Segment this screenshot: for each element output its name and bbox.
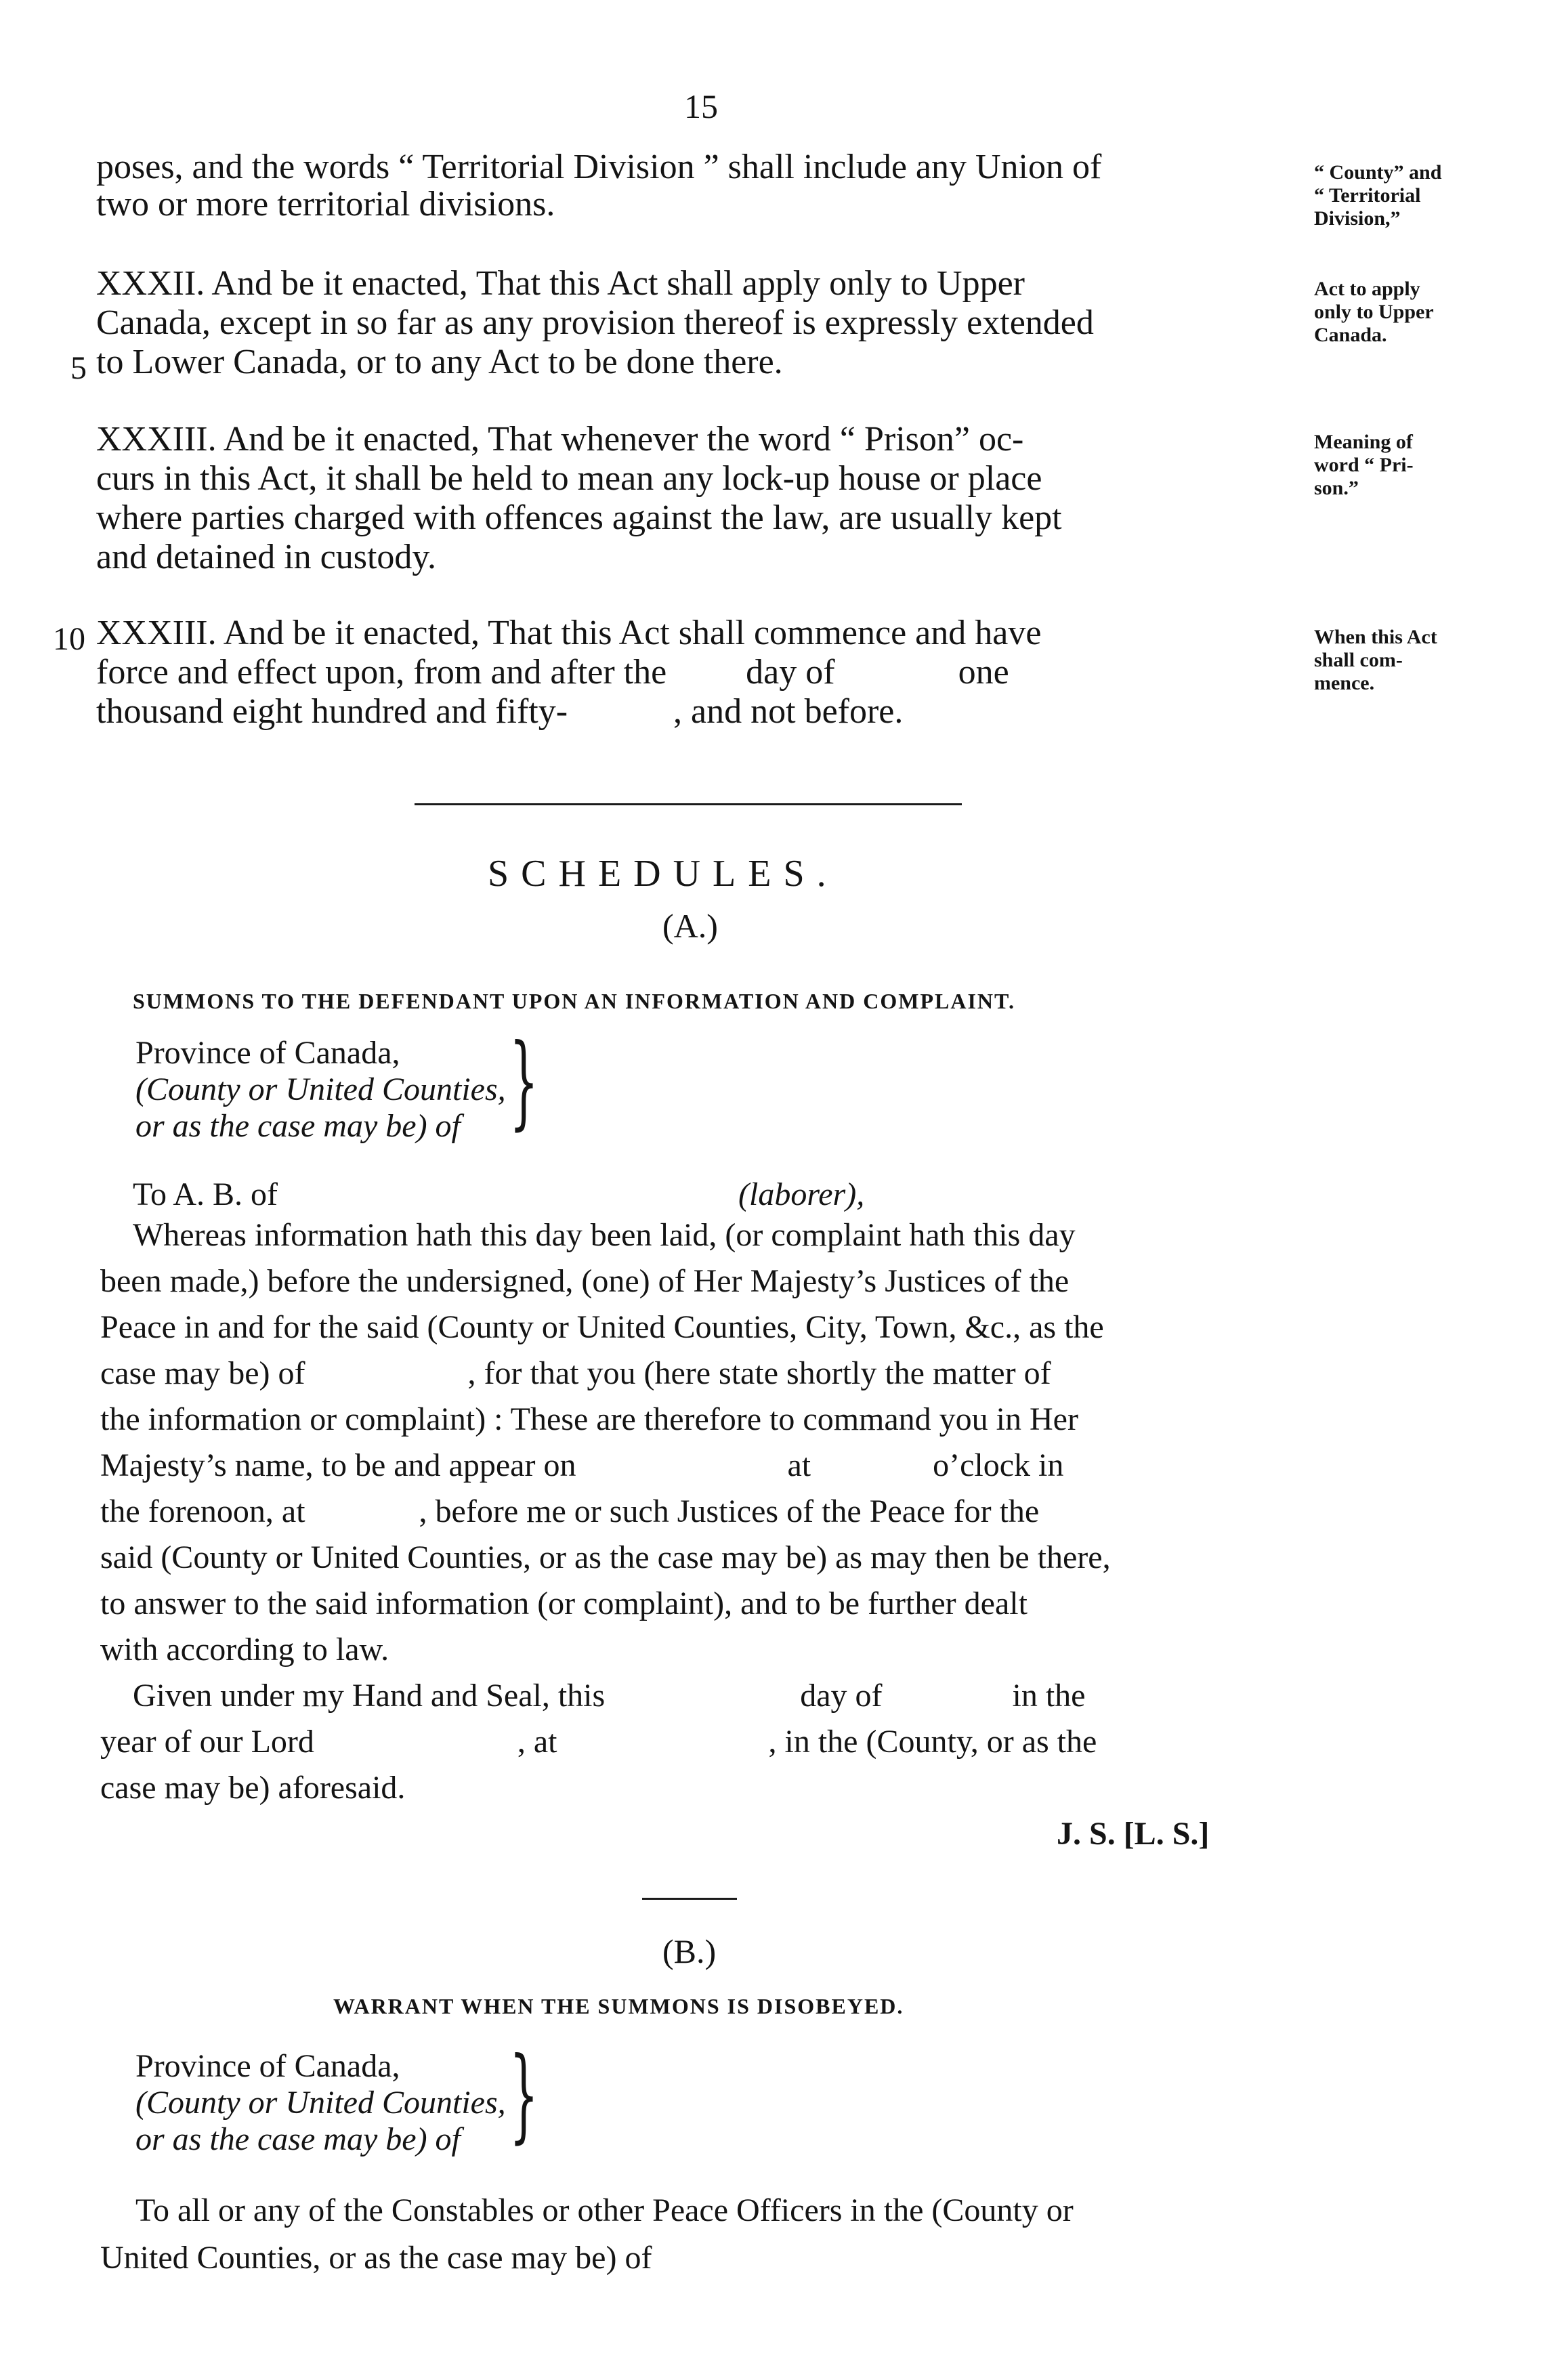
section-line: poses, and the words “ Territorial Division ” shall include any Union of [96,148,1102,186]
form-line: Given under my Hand and Seal, this day of in the [133,1678,1086,1714]
section-line: two or more territorial divisions. [96,185,555,224]
brace-icon: } [509,1023,538,1141]
margin-note-line: Meaning of [1314,431,1413,453]
schedule-a-signature: J. S. [L. S.] [1057,1816,1210,1852]
page-number: 15 [684,87,718,125]
form-line: United Counties, or as the case may be) of [100,2240,652,2276]
province-line: Province of Canada, [135,1035,400,1071]
margin-note [1314,161,1441,230]
margin-note-line: mence. [1314,672,1375,694]
schedule-b-letter: (B.) [662,1932,717,1970]
section-line: XXXIII. And be it enacted, That whenever the word “ Prison” oc- [96,420,1024,459]
form-line: said (County or United Counties, or as the case may be) as may then be there, [100,1539,1111,1575]
section-line: curs in this Act, it shall be held to mean any lock-up house or place [96,459,1042,498]
form-line: year of our Lord , at , in the (County, or as the [100,1724,1097,1760]
form-line: case may be) of , for that you (here state shortly the matter of [100,1355,1051,1391]
margin-note-line: word “ Pri- [1314,454,1414,476]
margin-note-line: “ County” and [1314,161,1442,184]
schedule-b-heading: WARRANT WHEN THE SUMMONS IS DISOBEYED. [333,1994,904,2018]
form-line: To all or any of the Constables or other Peace Officers in the (County or [135,2192,1074,2228]
form-line: Peace in and for the said (County or United Counties, City, Town, &c., as the [100,1309,1104,1345]
margin-note [1314,626,1437,695]
form-line: the forenoon, at , before me or such Justices of the Peace for the [100,1493,1040,1529]
margin-note-line: Canada. [1314,324,1387,346]
margin-note-line: Act to apply [1314,278,1420,300]
schedule-a-occupation: (laborer), [738,1176,865,1212]
section-line: XXXII. And be it enacted, That this Act shall apply only to Upper [96,264,1025,303]
form-line: case may be) aforesaid. [100,1770,406,1806]
section-line: and detained in custody. [96,538,437,576]
section-line: XXXIII. And be it enacted, That this Act shall commence and have [96,614,1042,652]
form-line: Majesty’s name, to be and appear on at o’clock in [100,1447,1064,1483]
margin-note-line: shall com- [1314,649,1403,671]
margin-note-line: only to Upper [1314,301,1434,323]
margin-note-line: son.” [1314,477,1359,499]
schedule-a-letter: (A.) [662,907,718,945]
county-line: (County or United Counties, [135,1071,506,1107]
margin-note-line: “ Territorial [1314,184,1421,207]
schedule-b-province [135,2048,506,2158]
form-line: with according to law. [100,1632,389,1667]
form-line: been made,) before the undersigned, (one) of Her Majesty’s Justices of the [100,1263,1070,1299]
margin-note [1314,431,1414,500]
section-line: thousand eight hundred and fifty- , and not before. [96,692,904,731]
schedule-a-to-line: To A. B. of [133,1176,278,1212]
form-line: Whereas information hath this day been laid, (or complaint hath this day [133,1217,1076,1253]
section-line: force and effect upon, from and after the day of one [96,653,1009,692]
schedules-title: SCHEDULES. [488,853,839,895]
section-divider [415,803,962,805]
margin-note [1314,278,1434,347]
section-line: where parties charged with offences against the law, are usually kept [96,498,1062,537]
line-number: 5 [70,350,87,386]
line-number: 10 [53,621,85,657]
schedule-divider [642,1898,737,1900]
case-line: or as the case may be) of [135,1108,461,1144]
margin-note-line: Division,” [1314,207,1401,230]
section-line: Canada, except in so far as any provision thereof is expressly extended [96,303,1094,342]
case-line: or as the case may be) of [135,2121,461,2157]
county-line: (County or United Counties, [135,2085,506,2121]
form-line: the information or complaint) : These are therefore to command you in Her [100,1401,1078,1437]
schedule-a-heading: SUMMONS TO THE DEFENDANT UPON AN INFORMATION AND COMPLAINT. [133,989,1015,1013]
margin-note-line: When this Act [1314,626,1437,648]
form-line: to answer to the said information (or complaint), and to be further dealt [100,1586,1028,1621]
brace-icon: } [509,2036,538,2154]
province-line: Province of Canada, [135,2048,400,2084]
section-line: to Lower Canada, or to any Act to be done there. [96,343,783,381]
schedule-a-province [135,1035,506,1145]
